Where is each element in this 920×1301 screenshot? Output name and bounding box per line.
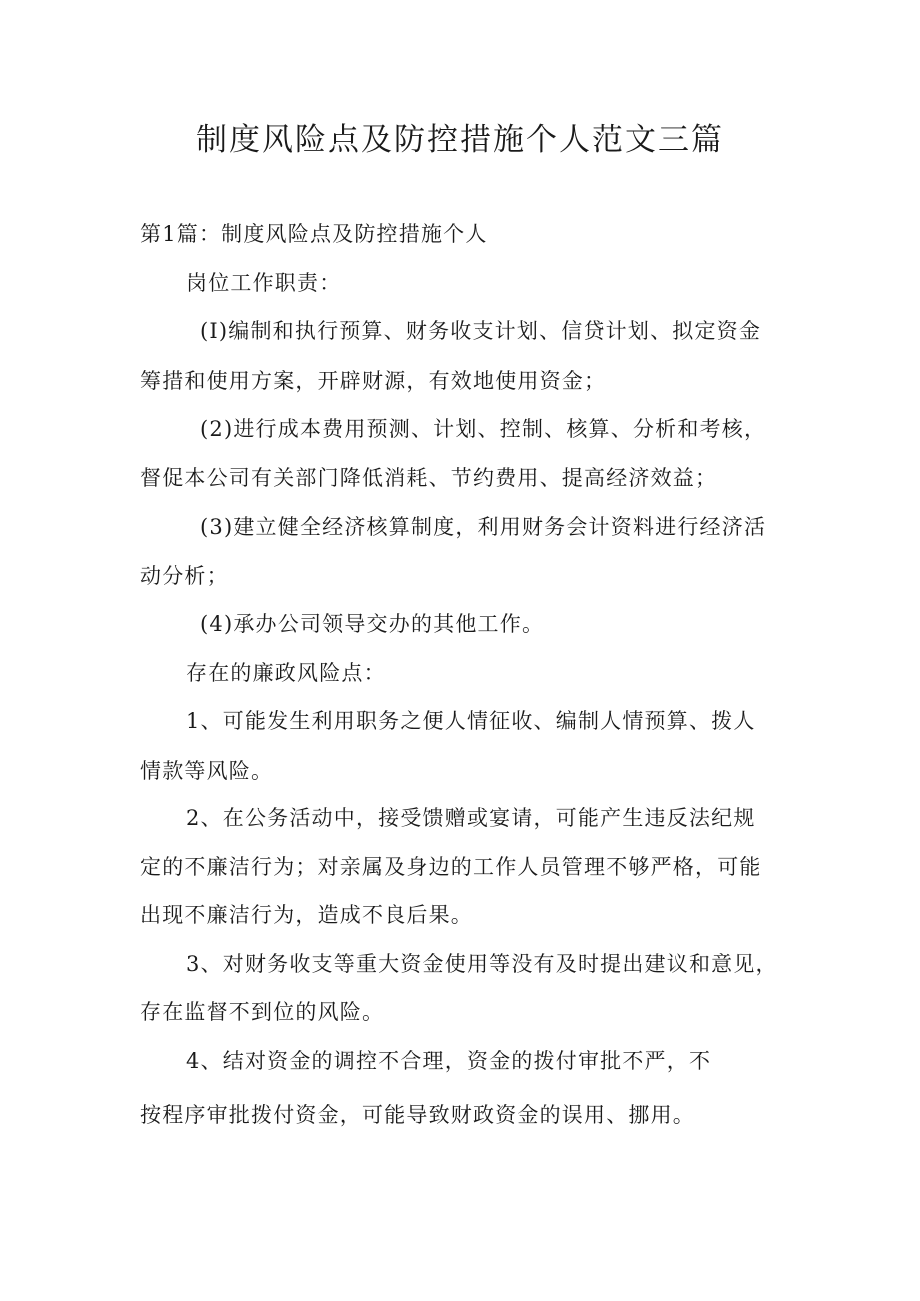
paragraph-line: 动分析； (140, 564, 229, 588)
paragraph-line: 2、在公务活动中，接受馈赠或宴请，可能产生违反法纪规 (186, 806, 756, 830)
paragraph-line: 3、对财务收支等重大资金使用等没有及时提出建议和意见， (186, 952, 778, 976)
paragraph-line: (I)编制和执行预算、财务收支计划、信贷计划、拟定资金 (200, 319, 762, 343)
paragraph-line: 出现不廉洁行为，造成不良后果。 (140, 903, 473, 927)
paragraph-line: (3)建立健全经济核算制度，利用财务会计资料进行经济活 (200, 515, 767, 539)
paragraph-line: 筹措和使用方案，开辟财源，有效地使用资金； (140, 369, 607, 393)
paragraph-line: 按程序审批拨付资金，可能导致财政资金的误用、挪用。 (140, 1103, 695, 1127)
paragraph-line: 定的不廉洁行为；对亲属及身边的工作人员管理不够严格，可能 (140, 855, 762, 879)
section-heading: 第1篇：制度风险点及防控措施个人 (140, 222, 488, 246)
paragraph-line: 1、可能发生利用职务之便人情征收、编制人情预算、拨人 (186, 709, 756, 733)
paragraph-line: 存在的廉政风险点： (186, 661, 386, 685)
paragraph-line: 岗位工作职责： (186, 271, 342, 295)
paragraph-line: (2)进行成本费用预测、计划、控制、核算、分析和考核， (200, 417, 767, 441)
paragraph-line: 4、结对资金的调控不合理，资金的拨付审批不严，不 (186, 1049, 712, 1073)
paragraph-line: (4)承办公司领导交办的其他工作。 (200, 612, 545, 636)
paragraph-line: 情款等风险。 (140, 759, 274, 783)
paragraph-line: 存在监督不到位的风险。 (140, 1000, 385, 1024)
document-title: 制度风险点及防控措施个人范文三篇 (196, 122, 724, 158)
paragraph-line: 督促本公司有关部门降低消耗、节约费用、提高经济效益； (140, 466, 718, 490)
